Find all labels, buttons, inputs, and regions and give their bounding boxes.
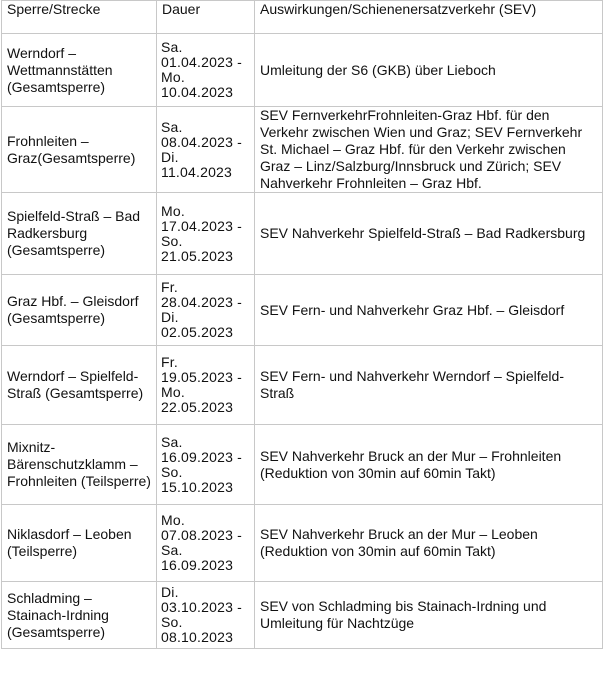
header-dauer: Dauer bbox=[157, 1, 255, 34]
table-row bbox=[2, 425, 603, 505]
cell-strecke: Spielfeld-Straß – Bad Radkersburg (Gesamtsperre) bbox=[2, 193, 157, 275]
cell-dauer: Di. 03.10.2023 - So. 08.10.2023 bbox=[157, 582, 255, 649]
cell-dauer: Mo. 07.08.2023 - Sa. 16.09.2023 bbox=[157, 505, 255, 582]
cell-strecke: Mixnitz-Bärenschutzklamm – Frohnleiten (Teilsperre) bbox=[2, 425, 157, 505]
table-body bbox=[2, 34, 603, 649]
header-auswirkungen: Auswirkungen/Schienenersatzverkehr (SEV) bbox=[255, 1, 603, 34]
cell-dauer: Sa. 08.04.2023 - Di. 11.04.2023 bbox=[157, 107, 255, 193]
cell-auswirkungen: SEV von Schladming bis Stainach-Irdning und Umleitung für Nachtzüge bbox=[255, 582, 603, 649]
cell-dauer: Fr. 19.05.2023 - Mo. 22.05.2023 bbox=[157, 346, 255, 425]
cell-auswirkungen: SEV Nahverkehr Bruck an der Mur – Leoben (Reduktion von 30min auf 60min Takt) bbox=[255, 505, 603, 582]
cell-auswirkungen: SEV Fern- und Nahverkehr Werndorf – Spielfeld-Straß bbox=[255, 346, 603, 425]
cell-auswirkungen: SEV Nahverkehr Bruck an der Mur – Frohnleiten (Reduktion von 30min auf 60min Takt) bbox=[255, 425, 603, 505]
cell-auswirkungen: SEV Fern- und Nahverkehr Graz Hbf. – Gleisdorf bbox=[255, 275, 603, 346]
cell-dauer: Mo. 17.04.2023 - So. 21.05.2023 bbox=[157, 193, 255, 275]
table-row bbox=[2, 107, 603, 193]
cell-dauer: Fr. 28.04.2023 - Di. 02.05.2023 bbox=[157, 275, 255, 346]
cell-strecke: Graz Hbf. – Gleisdorf (Gesamtsperre) bbox=[2, 275, 157, 346]
header-sperre-strecke: Sperre/Strecke bbox=[2, 1, 157, 34]
cell-strecke: Werndorf – Spielfeld-Straß (Gesamtsperre) bbox=[2, 346, 157, 425]
cell-dauer: Sa. 16.09.2023 - So. 15.10.2023 bbox=[157, 425, 255, 505]
table-row bbox=[2, 34, 603, 107]
closures-table bbox=[1, 0, 603, 649]
cell-strecke: Werndorf – Wettmannstätten (Gesamtsperre) bbox=[2, 34, 157, 107]
header-row bbox=[2, 1, 603, 34]
cell-auswirkungen: SEV Nahverkehr Spielfeld-Straß – Bad Radkersburg bbox=[255, 193, 603, 275]
table-row bbox=[2, 275, 603, 346]
cell-auswirkungen: SEV FernverkehrFrohnleiten-Graz Hbf. für den Verkehr zwischen Wien und Graz; SEV Fernverkehr St. Michael – Graz Hbf. für den Verkehr zwischen Graz – Linz/Salzburg/Innsbruck und Zürich; SEV Nahverkehr Frohnleiten – Graz Hbf. bbox=[255, 107, 603, 193]
cell-auswirkungen: Umleitung der S6 (GKB) über Lieboch bbox=[255, 34, 603, 107]
table-row bbox=[2, 505, 603, 582]
cell-strecke: Schladming – Stainach-Irdning (Gesamtsperre) bbox=[2, 582, 157, 649]
cell-dauer: Sa. 01.04.2023 - Mo. 10.04.2023 bbox=[157, 34, 255, 107]
table-row bbox=[2, 193, 603, 275]
table-row bbox=[2, 582, 603, 649]
table-row bbox=[2, 346, 603, 425]
cell-strecke: Frohnleiten – Graz(Gesamtsperre) bbox=[2, 107, 157, 193]
table-header bbox=[2, 1, 603, 34]
cell-strecke: Niklasdorf – Leoben (Teilsperre) bbox=[2, 505, 157, 582]
